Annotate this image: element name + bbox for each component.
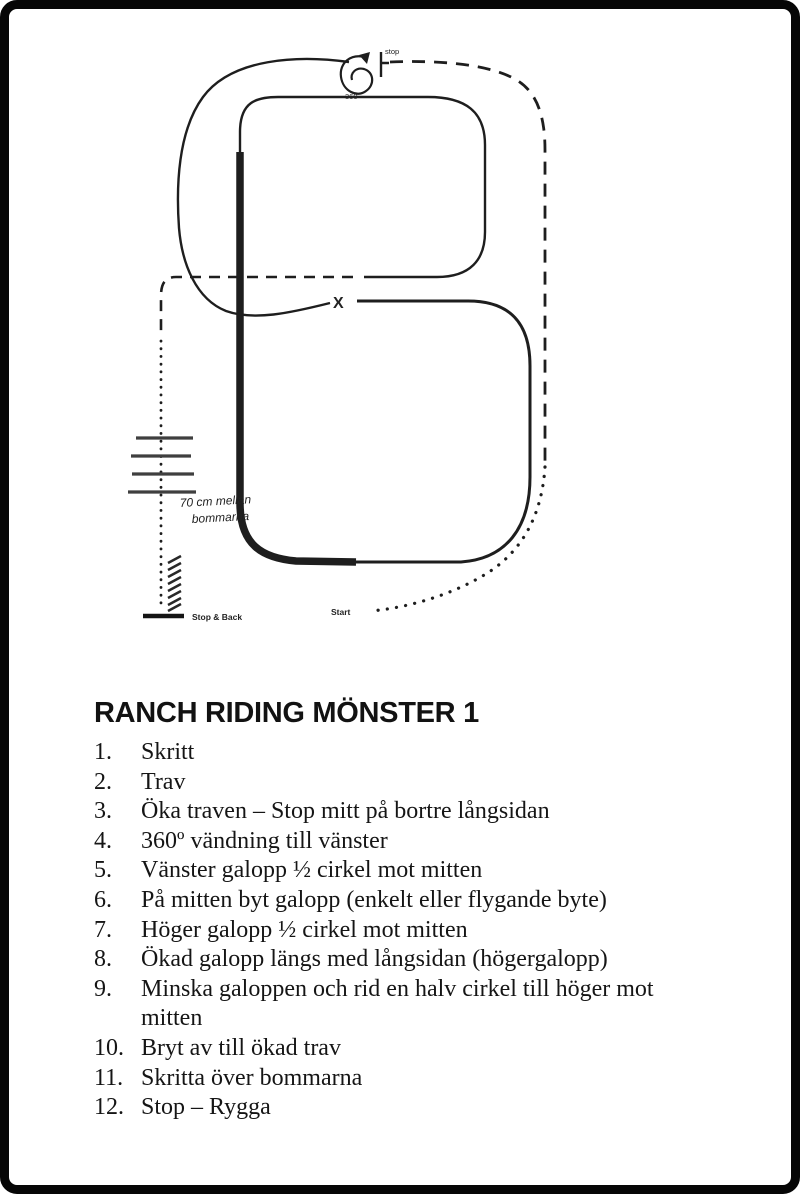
step-text: Minska galoppen och rid en halv cirkel till höger mot mitten — [141, 975, 654, 1032]
step-number: 5. — [94, 857, 112, 884]
step-number: 2. — [94, 768, 112, 795]
pattern-step — [94, 886, 719, 916]
pattern-steps-list — [94, 738, 719, 1123]
poles-note-line2: bommarna — [191, 509, 250, 526]
step-number: 4. — [94, 827, 112, 854]
step-text: Ökad galopp längs med långsidan (högergalopp) — [141, 946, 608, 973]
stop-back-label: Stop & Back — [192, 612, 243, 622]
pattern-step — [94, 945, 719, 975]
step-text: Vänster galopp ½ cirkel mot mitten — [141, 857, 483, 884]
spin-arrowhead — [359, 52, 370, 64]
step-text: Skritta över bommarna — [141, 1064, 363, 1091]
step-number: 7. — [94, 916, 112, 943]
pattern-step — [94, 768, 719, 798]
step-text: Skritt — [141, 739, 195, 765]
start-label: Start — [331, 607, 351, 617]
step-text: På mitten byt galopp (enkelt eller flygande byte) — [141, 886, 607, 913]
pattern-step — [94, 738, 719, 768]
step-number: 11. — [94, 1064, 124, 1091]
step-text: 360º vändning till vänster — [141, 827, 388, 854]
pattern-step — [94, 797, 719, 827]
step-number: 12. — [94, 1094, 124, 1121]
step-number: 6. — [94, 886, 112, 913]
pattern-title: RANCH RIDING MÖNSTER 1 — [94, 697, 479, 729]
stop-label: stop — [385, 47, 400, 56]
pattern-step — [94, 827, 719, 857]
step-number: 3. — [94, 798, 112, 825]
pattern-description — [94, 696, 719, 1123]
pattern-step — [94, 975, 719, 1034]
step-number: 9. — [94, 975, 112, 1002]
step-number: 8. — [94, 946, 112, 973]
pattern-step — [94, 1034, 719, 1064]
step-text: Öka traven – Stop mitt på bortre långsidan — [141, 798, 550, 825]
poles-note-line1: 70 cm mellan — [179, 492, 252, 510]
step-number: 10. — [94, 1034, 124, 1061]
reduced-lope-top-circle-path — [240, 97, 485, 277]
step-text: Bryt av till ökad trav — [141, 1034, 341, 1061]
extended-lope-thick-path — [240, 152, 356, 562]
walk-dotted-start-path — [371, 467, 545, 611]
pattern-step — [94, 1064, 719, 1094]
center-x-label: X — [333, 295, 344, 312]
trot-dashed-path-right — [390, 62, 545, 467]
back-up-hatch-marks — [168, 556, 181, 611]
spin-label-360: 360 — [345, 92, 358, 101]
pattern-step — [94, 1093, 719, 1123]
step-text: Trav — [141, 768, 186, 795]
step-text: Stop – Rygga — [141, 1094, 271, 1121]
lope-right-half-circle-path — [300, 301, 530, 562]
step-number: 1. — [94, 739, 112, 765]
pattern-step — [94, 916, 719, 946]
step-text: Höger galopp ½ cirkel mot mitten — [141, 916, 468, 943]
pattern-step — [94, 856, 719, 886]
